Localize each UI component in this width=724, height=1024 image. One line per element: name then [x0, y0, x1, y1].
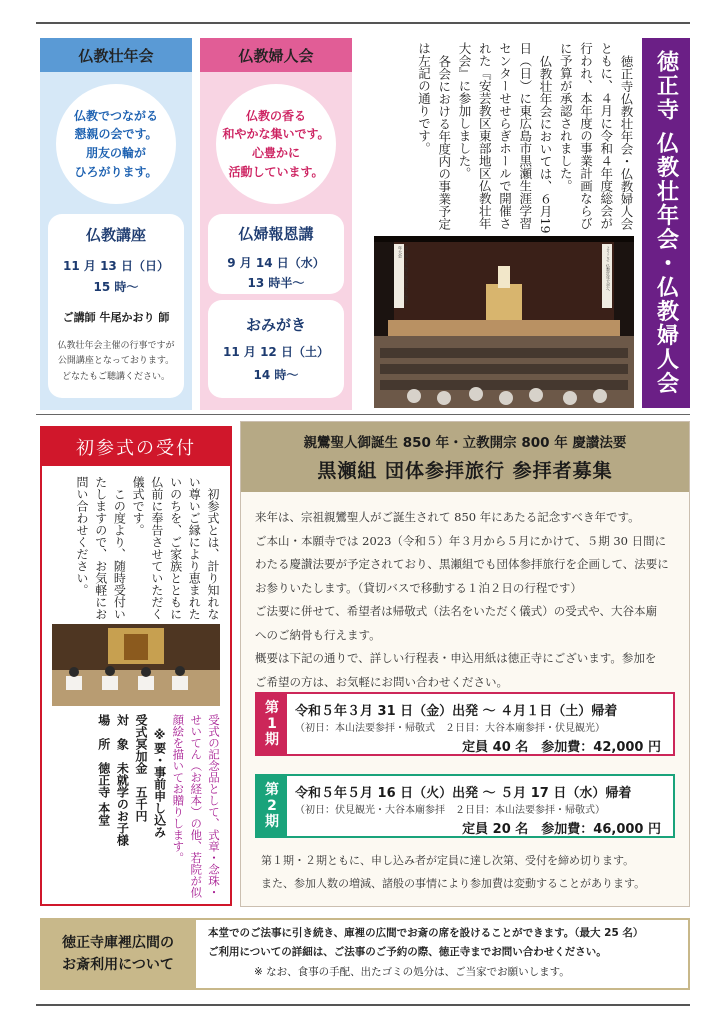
hatsumairi-title: 初参式の受付 — [76, 438, 196, 459]
period-1-dates: 令和５年３月 31 日（金）出発 〜 ４月１日（土）帰着 — [295, 704, 618, 719]
hatsumairi-photo — [52, 624, 220, 706]
kuri-body — [208, 924, 688, 982]
hatsumairi-details — [54, 714, 222, 900]
convention-photo — [374, 236, 634, 408]
youth-panel-body — [40, 72, 192, 410]
trip-footer — [261, 850, 681, 895]
kuri-title-line: お斎利用について — [62, 957, 174, 973]
youth-slogan-line: ひろがります。 — [74, 164, 158, 179]
women-slogan-line: 活動しています。 — [228, 164, 324, 179]
trip-period-1 — [255, 692, 675, 756]
report-text — [364, 42, 636, 234]
trip-header-line1: 親鸞聖人御誕生 850 年・立教開宗 800 年 慶讃法要 — [303, 435, 627, 451]
kuri-section — [40, 918, 690, 990]
kuri-body-line: 本堂でのご法事に引き続き、庫裡の広間でお斎の席を設けることができます。（最大 25 名） — [208, 927, 644, 939]
kuri-title-box — [40, 918, 196, 990]
trip-body-line: お参りいたします。（貸切バスで移動する１泊２日の行程です） — [255, 580, 582, 595]
report-title-banner — [642, 38, 690, 408]
women-slogan-circle — [216, 84, 336, 204]
period-1-capacity: 定員 40 名 参加費：42,000 円 — [462, 740, 661, 755]
women-event2-title: おみがき — [245, 316, 306, 334]
youth-lecturer: ご講師 牛尾かおり 師 — [62, 311, 170, 324]
women-panel-body — [200, 72, 352, 410]
hatsumairi-photo-art — [52, 624, 220, 706]
period-2-tag-char: 第 — [265, 781, 279, 798]
trip-box — [240, 421, 690, 907]
youth-slogan-line: 懇親の会です。 — [74, 127, 158, 142]
trip-body-line: わたる慶讃法要が予定されており、黒瀬組でも団体参拝旅行を企画して、法要に — [255, 557, 669, 572]
women-event2-card — [208, 300, 344, 398]
hatsumairi-target: 対 象 未就学のお子様 — [115, 714, 130, 846]
trip-footer-line: 第１期・２期ともに、申し込み者が定員に達し次第、受付を締め切ります。 — [261, 854, 635, 867]
youth-event-time: 15 時〜 — [93, 280, 139, 294]
youth-panel-header — [40, 38, 192, 72]
period-1-itinerary: （初日：本山法要参拝・帰敬式 ２日目：大谷本廟参拝・伏見観光） — [295, 723, 605, 734]
trip-body — [255, 506, 679, 695]
report-paragraph: 徳正寺仏教壮年会・仏教婦人会ともに、４月に令和４年度総会が行われ、本年度の事業計画ならびに予算が承認されました。 — [558, 42, 634, 230]
photo-banner-left: 第二回 安芸教区東部地区仏教壮年大会 — [398, 246, 409, 304]
women-event2-time: 14 時〜 — [253, 368, 299, 382]
women-event1-time: 13 時半〜 — [247, 276, 305, 290]
women-event1-card — [208, 214, 344, 294]
trip-body-line: ご法要に併せて、希望者は帰敬式（法名をいただく儀式）の受式や、大谷本廟 — [255, 604, 658, 619]
kuri-body-line: ※ なお、食事の手配、出たゴミの処分は、ご当家でお願いします。 — [254, 965, 570, 978]
women-event2-date: 11 月 12 日（土） — [223, 345, 329, 359]
period-2-tag — [257, 776, 287, 836]
period-1-tag-char: 期 — [265, 732, 279, 749]
youth-event-title: 仏教講座 — [85, 226, 146, 244]
period-2-dates: 令和５年５月 16 日（火）出発 〜 ５月 17 日（水）帰着 — [295, 786, 632, 801]
report-paragraph: 各会における年度内の事業予定は左記の通りです。 — [416, 42, 452, 230]
trip-header-line2: 黒瀬組 団体参拝旅行 参拝者募集 — [317, 460, 613, 482]
report-paragraph: 仏教壮年会においては、６月19日（日）に東広島市黒瀬生涯学習センターせせらぎホールで開催された『安芸教区東部地区仏教壮年大会』に参加しました。 — [457, 42, 553, 233]
kuri-title-line: 徳正寺庫裡広間の — [62, 934, 174, 951]
photo-banner-right: ようこそ 仏教壮年大会へ — [606, 246, 611, 292]
youth-slogan-circle — [56, 84, 176, 204]
trip-body-line: ご本山・本願寺では 2023（令和５）年３月から５月にかけて、５期 30 日間に — [255, 533, 667, 548]
youth-note-line: 公開講座となっております。 — [57, 356, 175, 367]
report-title: 徳正寺 仏教壮年会・仏教婦人会 — [653, 50, 679, 396]
period-2-tag-char: 期 — [265, 814, 279, 831]
period-1-tag — [257, 694, 287, 754]
hatsumairi-header — [42, 428, 230, 466]
women-panel — [200, 38, 352, 410]
youth-panel — [40, 38, 192, 410]
trip-body-line: へのご納骨も行えます。 — [255, 627, 381, 642]
top-rule — [36, 22, 690, 24]
hatsumairi-fee: 受式冥加金 五千円 — [133, 714, 148, 822]
women-slogan-line: 仏教の香る — [245, 108, 306, 123]
youth-slogan-line: 朋友の輪が — [85, 146, 146, 160]
hatsumairi-place: 場 所 徳正寺 本堂 — [96, 714, 111, 827]
youth-event-date: 11 月 13 日（日） — [63, 259, 169, 273]
women-panel-header — [200, 38, 352, 72]
youth-slogan-line: 仏教でつながる — [73, 108, 158, 123]
trip-period-2 — [255, 774, 675, 838]
women-event1-date: 9 月 14 日（水） — [227, 256, 325, 270]
period-1-tag-number: 1 — [267, 715, 277, 732]
hatsumairi-note: ※要・事前申し込み — [152, 728, 167, 838]
period-2-itinerary: （初日：伏見観光・大谷本廟参拝 ２日目：本山法要参拝・帰敬式） — [295, 805, 605, 816]
trip-header — [241, 422, 689, 492]
hatsumairi-paragraph: 初参式とは、計り知れない尊いご縁により恵まれたいのちを、ご家族とともに仏前に奉告させていただく儀式です。 — [131, 476, 220, 620]
hatsumairi-text — [54, 476, 222, 622]
period-1-tag-char: 第 — [265, 699, 279, 716]
period-2-capacity: 定員 20 名 参加費：46,000 円 — [462, 822, 661, 837]
convention-photo-art — [374, 236, 634, 408]
women-slogan-line: 心豊かに — [251, 146, 300, 160]
youth-event-card — [48, 214, 184, 398]
women-event1-title: 仏婦報恩講 — [238, 225, 314, 243]
women-slogan-line: 和やかな集いです。 — [222, 127, 330, 142]
hatsumairi-gift-note: 受式の記念品として、式章・念珠・せいてん（お経本）の他、若院が似顔絵を描いてお贈りします。 — [171, 714, 221, 898]
period-2-tag-number: 2 — [267, 797, 277, 814]
kuri-body-line: ご利用についての詳細は、ご法事のご予約の際、徳正寺までお問い合わせください。 — [208, 946, 607, 959]
trip-body-line: 来年は、宗祖親鸞聖人がご誕生されて 850 年にあたる記念すべき年です。 — [255, 510, 640, 524]
bottom-rule — [36, 1004, 690, 1006]
trip-body-line: ご希望の方は、お気軽にお問い合わせください。 — [255, 674, 508, 689]
trip-body-line: 概要は下記の通りで、詳しい行程表・申込用紙は徳正寺にございます。参加を — [255, 651, 657, 666]
youth-note — [48, 339, 184, 385]
hatsumairi-paragraph: この度より、随時受付いたしますので、お気軽にお問い合わせください。 — [74, 476, 127, 620]
trip-footer-line: また、参加人数の増減、諸般の事情により参加費は変動することがあります。 — [261, 876, 646, 890]
youth-note-line: どなたもご聴講ください。 — [61, 371, 170, 382]
women-panel-title: 仏教婦人会 — [238, 46, 314, 65]
youth-panel-title: 仏教壮年会 — [78, 46, 154, 65]
middle-rule — [36, 414, 690, 415]
hatsumairi-box — [40, 426, 232, 906]
youth-note-line: 仏教壮年会主催の行事ですが — [57, 341, 175, 351]
